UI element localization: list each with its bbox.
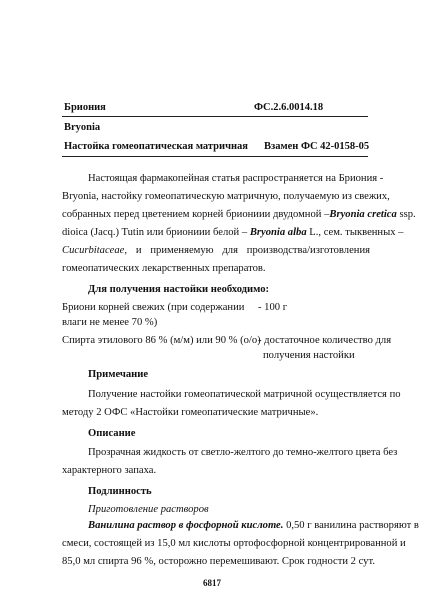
family-name: Cucurbitaceae, [62, 245, 128, 256]
intro-word: применяемую [150, 245, 214, 256]
preparation-type: Настойка гомеопатическая матричная [64, 141, 248, 152]
latin-name: Bryonia [64, 122, 101, 133]
authenticity-heading: Подлинность [88, 486, 152, 497]
header-rule-bottom [62, 156, 368, 157]
solutions-subheading: Приготовление растворов [88, 504, 209, 515]
requirement-item-1-value: - 100 г [258, 302, 288, 313]
requirement-item-1-label: Бриони корней свежих (при содержании [62, 302, 245, 313]
reagent-name: Ванилина раствор в фосфорной кислоте. [88, 520, 284, 531]
monograph-code: ФС.2.6.0014.18 [254, 102, 324, 113]
intro-line-3 [62, 206, 416, 224]
description-line-1: Прозрачная жидкость от светло-желтого до темно-желтого цвета без [88, 447, 398, 458]
requirement-item-2-value: - достаточное количество для [258, 335, 392, 346]
intro-text: dioica (Jacq.) Tutin или бриониии белой – [62, 227, 248, 238]
intro-word: производства/изготовления [246, 245, 370, 256]
requirements-heading: Для получения настойки необходимо: [88, 284, 270, 295]
authenticity-line-3: 85,0 мл спирта 96 %, осторожно перемешивают. Срок годности 2 сут. [62, 556, 375, 567]
intro-line-4 [62, 224, 404, 242]
intro-text: L., сем. тыквенных – [309, 227, 404, 238]
description-line-2: характерного запаха. [62, 465, 157, 476]
header-rule-top [62, 116, 368, 117]
requirement-item-2-value-cont: получения настойки [263, 350, 355, 361]
replaces-note: Взамен ФС 42-0158-05 [264, 141, 370, 152]
intro-word: для [222, 245, 238, 256]
note-line-1: Получение настойки гомеопатической матричной осуществляется по [88, 389, 401, 400]
authenticity-text: 0,50 г ванилина растворяют в [286, 520, 419, 531]
intro-word: и [135, 245, 142, 256]
drug-name: Бриония [64, 102, 106, 113]
intro-text: собранных перед цветением корней бриониии двудомной – [62, 209, 330, 220]
species-name: Bryonia cretica [329, 209, 397, 220]
requirement-item-2-label: Спирта этилового 86 % (м/м) или 90 % (о/о) [62, 335, 261, 346]
intro-line-5 [62, 242, 370, 260]
description-heading: Описание [88, 428, 136, 439]
intro-line-2: Bryonia, настойку гомеопатическую матричную, получаемую из свежих, [62, 191, 390, 202]
intro-text: ssp. [399, 209, 416, 220]
requirement-item-1-label-cont: влаги не менее 70 %) [62, 317, 158, 328]
species-name: Bryonia alba [249, 227, 307, 238]
intro-line-6: гомеопатических лекарственных препаратов. [62, 263, 266, 274]
note-heading: Примечание [88, 369, 149, 380]
authenticity-line-2: смеси, состоящей из 15,0 мл кислоты ортофосфорной концентрированной и [62, 538, 406, 549]
authenticity-line-1 [88, 517, 419, 535]
intro-line-1: Настоящая фармакопейная статья распространяется на Бриония - [88, 173, 384, 184]
page-number: 6817 [203, 578, 221, 588]
note-line-2: методу 2 ОФС «Настойки гомеопатические матричные». [62, 407, 319, 418]
